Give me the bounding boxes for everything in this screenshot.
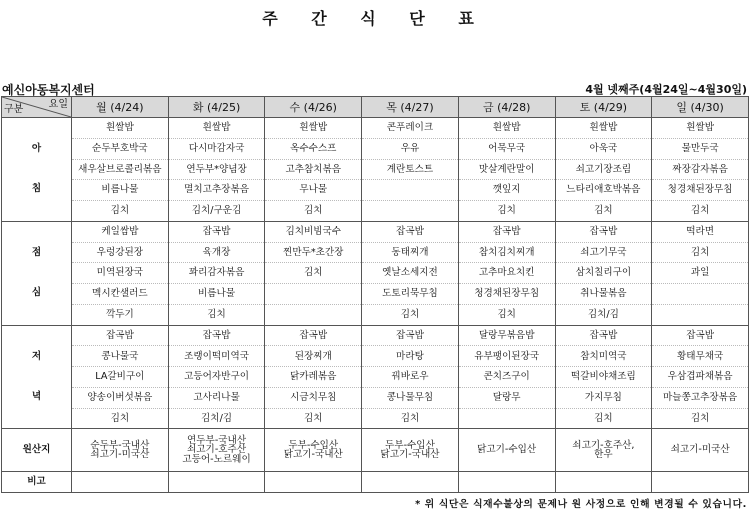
menu-item-cell: 콩나물국	[72, 346, 169, 367]
menu-row	[2, 304, 749, 325]
menu-row	[2, 138, 749, 159]
corner-label-category: 구분	[4, 104, 24, 115]
menu-item-cell: 흰쌀밥	[265, 118, 362, 139]
menu-item-cell: 미역된장국	[72, 263, 169, 284]
menu-item-cell: 흰쌀밥	[458, 118, 555, 139]
menu-item-cell: 과일	[652, 263, 749, 284]
page-title: 주 간 식 단 표	[262, 9, 488, 28]
menu-item-cell: 떡갈비야채조림	[555, 367, 652, 388]
menu-item-cell: 깻잎지	[458, 180, 555, 201]
menu-item-cell: 김치	[555, 408, 652, 429]
menu-body	[2, 118, 749, 493]
menu-item-cell: 잡곡밥	[265, 325, 362, 346]
note-cell	[168, 472, 265, 493]
day-header: 월 (4/24)	[72, 97, 169, 118]
menu-item-cell	[362, 201, 459, 222]
menu-item-cell: 떡라면	[652, 221, 749, 242]
meal-label-char: 점	[31, 247, 42, 259]
menu-row	[2, 118, 749, 139]
menu-item-cell: 고등어자반구이	[168, 367, 265, 388]
menu-item-cell: 김치/구운김	[168, 201, 265, 222]
origin-line: 두부-수입산	[385, 439, 435, 451]
menu-item-cell: 잡곡밥	[555, 325, 652, 346]
menu-row	[2, 408, 749, 429]
menu-row	[2, 387, 749, 408]
menu-item-cell: 옛날소세지전	[362, 263, 459, 284]
menu-item-cell: 참치김치찌개	[458, 242, 555, 263]
menu-item-cell: 참치미역국	[555, 346, 652, 367]
menu-item-cell	[652, 284, 749, 305]
menu-item-cell: 쇠고기장조림	[555, 159, 652, 180]
menu-item-cell: 연두부*양념장	[168, 159, 265, 180]
menu-item-cell: 다시마감자국	[168, 138, 265, 159]
menu-item-cell: 김치	[265, 201, 362, 222]
menu-item-cell: 김치	[652, 201, 749, 222]
day-header: 일 (4/30)	[652, 97, 749, 118]
menu-item-cell	[458, 408, 555, 429]
weekly-menu-table	[1, 96, 749, 493]
menu-item-cell: 취나물볶음	[555, 284, 652, 305]
day-header: 목 (4/27)	[362, 97, 459, 118]
menu-item-cell: 비름나물	[72, 180, 169, 201]
meal-label-char: 녁	[31, 391, 42, 403]
menu-row	[2, 242, 749, 263]
menu-item-cell: 콩나물무침	[362, 387, 459, 408]
menu-item-cell: 찐만두*초간장	[265, 242, 362, 263]
menu-row	[2, 201, 749, 222]
menu-item-cell: 조랭이떡미역국	[168, 346, 265, 367]
header-row	[2, 97, 749, 118]
menu-item-cell: 김치	[555, 201, 652, 222]
origin-line: 쇠고기-호주산	[187, 444, 247, 456]
menu-item-cell: 김치	[265, 408, 362, 429]
menu-item-cell: 케일쌈밥	[72, 221, 169, 242]
menu-item-cell: 깍두기	[72, 304, 169, 325]
menu-row	[2, 284, 749, 305]
menu-item-cell: 우유	[362, 138, 459, 159]
menu-item-cell: 김치	[362, 408, 459, 429]
menu-item-cell: 흰쌀밥	[555, 118, 652, 139]
menu-item-cell: 청경채된장무침	[458, 284, 555, 305]
origin-label: 원산지	[2, 429, 72, 472]
menu-row	[2, 221, 749, 242]
menu-item-cell: 흰쌀밥	[72, 118, 169, 139]
origin-line: 닭고기-수입산	[477, 444, 537, 456]
menu-item-cell: 잡곡밥	[72, 325, 169, 346]
note-cell	[362, 472, 459, 493]
origin-cell	[555, 429, 652, 472]
note-cell	[72, 472, 169, 493]
menu-item-cell: 잡곡밥	[362, 325, 459, 346]
meal-label	[2, 325, 72, 429]
note-row	[2, 472, 749, 493]
menu-row	[2, 346, 749, 367]
origin-line: 쇠고기-미국산	[90, 449, 150, 461]
menu-item-cell	[265, 284, 362, 305]
menu-item-cell: 육개장	[168, 242, 265, 263]
note-cell	[458, 472, 555, 493]
origin-line: 두부-수입산	[288, 439, 339, 451]
menu-item-cell: 흰쌀밥	[168, 118, 265, 139]
menu-item-cell: 양송이버섯볶음	[72, 387, 169, 408]
origin-cell	[265, 429, 362, 472]
menu-item-cell	[652, 304, 749, 325]
meal-label	[2, 221, 72, 325]
menu-item-cell: 새우살브로콜리볶음	[72, 159, 169, 180]
menu-item-cell: 느타리애호박볶음	[555, 180, 652, 201]
menu-item-cell: 비름나물	[168, 284, 265, 305]
menu-item-cell: 청경채된장무침	[652, 180, 749, 201]
menu-item-cell: 가지무침	[555, 387, 652, 408]
menu-item-cell: 김치	[168, 304, 265, 325]
note-cell	[555, 472, 652, 493]
day-header: 토 (4/29)	[555, 97, 652, 118]
menu-item-cell: 김치	[265, 263, 362, 284]
corner-cell	[2, 97, 72, 118]
menu-item-cell: 고추참치볶음	[265, 159, 362, 180]
menu-item-cell: 유부팽이된장국	[458, 346, 555, 367]
menu-row	[2, 325, 749, 346]
menu-item-cell: 잡곡밥	[168, 325, 265, 346]
menu-item-cell: 김치	[652, 242, 749, 263]
menu-item-cell: 맛살계란말이	[458, 159, 555, 180]
menu-item-cell: 콘치즈구이	[458, 367, 555, 388]
menu-item-cell: 순두부호박국	[72, 138, 169, 159]
menu-item-cell: 마늘쫑고추장볶음	[652, 387, 749, 408]
origin-cell	[72, 429, 169, 472]
origin-cell	[652, 429, 749, 472]
menu-item-cell: 무나물	[265, 180, 362, 201]
origin-cell	[362, 429, 459, 472]
note-cell	[265, 472, 362, 493]
menu-item-cell: 김치	[652, 408, 749, 429]
menu-item-cell: 김치	[72, 201, 169, 222]
menu-item-cell: 잡곡밥	[362, 221, 459, 242]
menu-item-cell: 우렁강된장	[72, 242, 169, 263]
origin-line: 순두부-국내산	[90, 439, 150, 451]
menu-item-cell: 닭카레볶음	[265, 367, 362, 388]
origin-line: 쇠고기-호주산,	[572, 439, 635, 451]
menu-item-cell: 김치비빔국수	[265, 221, 362, 242]
menu-item-cell	[265, 304, 362, 325]
day-header: 화 (4/25)	[168, 97, 265, 118]
menu-item-cell: 된장찌개	[265, 346, 362, 367]
menu-item-cell: 김치	[72, 408, 169, 429]
menu-item-cell: 달랑무	[458, 387, 555, 408]
menu-row	[2, 263, 749, 284]
menu-item-cell: 계란토스트	[362, 159, 459, 180]
origin-line: 닭고기-국내산	[380, 449, 440, 461]
menu-item-cell: 김치/김	[168, 408, 265, 429]
origin-line: 쇠고기-미국산	[670, 444, 730, 456]
origin-row	[2, 429, 749, 472]
menu-item-cell: 콘푸레이크	[362, 118, 459, 139]
menu-row	[2, 367, 749, 388]
menu-item-cell: 달랑무볶음밥	[458, 325, 555, 346]
menu-row	[2, 180, 749, 201]
menu-item-cell: 어묵무국	[458, 138, 555, 159]
menu-item-cell: 마라탕	[362, 346, 459, 367]
menu-item-cell: LA갈비구이	[72, 367, 169, 388]
origin-cell	[168, 429, 265, 472]
menu-item-cell: 김치	[458, 201, 555, 222]
origin-cell	[458, 429, 555, 472]
menu-item-cell: 잡곡밥	[458, 221, 555, 242]
day-header: 수 (4/26)	[265, 97, 362, 118]
organization-name: 예신아동복지센터	[2, 83, 95, 97]
origin-line: 닭고기-국내산	[283, 449, 343, 461]
week-range: 4월 넷째주(4월24일~4월30일)	[585, 83, 747, 96]
menu-item-cell: 김치	[458, 304, 555, 325]
menu-item-cell: 고사리나물	[168, 387, 265, 408]
menu-item-cell: 흰쌀밥	[652, 118, 749, 139]
meal-label-char: 저	[31, 351, 42, 363]
menu-item-cell: 황태무채국	[652, 346, 749, 367]
menu-item-cell: 물만두국	[652, 138, 749, 159]
note-label: 비고	[2, 472, 72, 493]
footnote: * 위 식단은 식재수불상의 문제나 원 사정으로 인해 변경될 수 있습니다.	[415, 499, 747, 510]
menu-item-cell: 잡곡밥	[168, 221, 265, 242]
note-cell	[652, 472, 749, 493]
meal-label-char: 침	[31, 183, 42, 195]
menu-item-cell: 시금치무침	[265, 387, 362, 408]
menu-item-cell: 옥수수스프	[265, 138, 362, 159]
menu-item-cell: 쇠고기무국	[555, 242, 652, 263]
corner-label-day: 요일	[48, 99, 68, 110]
menu-item-cell	[362, 180, 459, 201]
day-header: 금 (4/28)	[458, 97, 555, 118]
menu-item-cell: 고추마요치킨	[458, 263, 555, 284]
menu-item-cell: 멕시칸샐러드	[72, 284, 169, 305]
menu-item-cell: 삼치칠리구이	[555, 263, 652, 284]
menu-item-cell: 김치/김	[555, 304, 652, 325]
meal-label	[2, 118, 72, 222]
menu-item-cell: 꿔바로우	[362, 367, 459, 388]
menu-item-cell: 잡곡밥	[555, 221, 652, 242]
menu-item-cell: 짜장감자볶음	[652, 159, 749, 180]
menu-item-cell: 아욱국	[555, 138, 652, 159]
menu-item-cell: 도토리묵무침	[362, 284, 459, 305]
menu-item-cell: 김치	[362, 304, 459, 325]
menu-item-cell: 잡곡밥	[652, 325, 749, 346]
origin-line: 한우	[594, 449, 613, 461]
meal-label-char: 아	[31, 143, 42, 155]
menu-item-cell: 우삼겹파채볶음	[652, 367, 749, 388]
menu-item-cell: 동태찌개	[362, 242, 459, 263]
meal-label-char: 심	[31, 287, 42, 299]
menu-row	[2, 159, 749, 180]
origin-line: 연두부-국내산	[187, 434, 247, 446]
menu-item-cell: 꽈리감자볶음	[168, 263, 265, 284]
origin-line: 고등어-노르웨이	[182, 454, 251, 466]
menu-item-cell: 멸치고추장볶음	[168, 180, 265, 201]
